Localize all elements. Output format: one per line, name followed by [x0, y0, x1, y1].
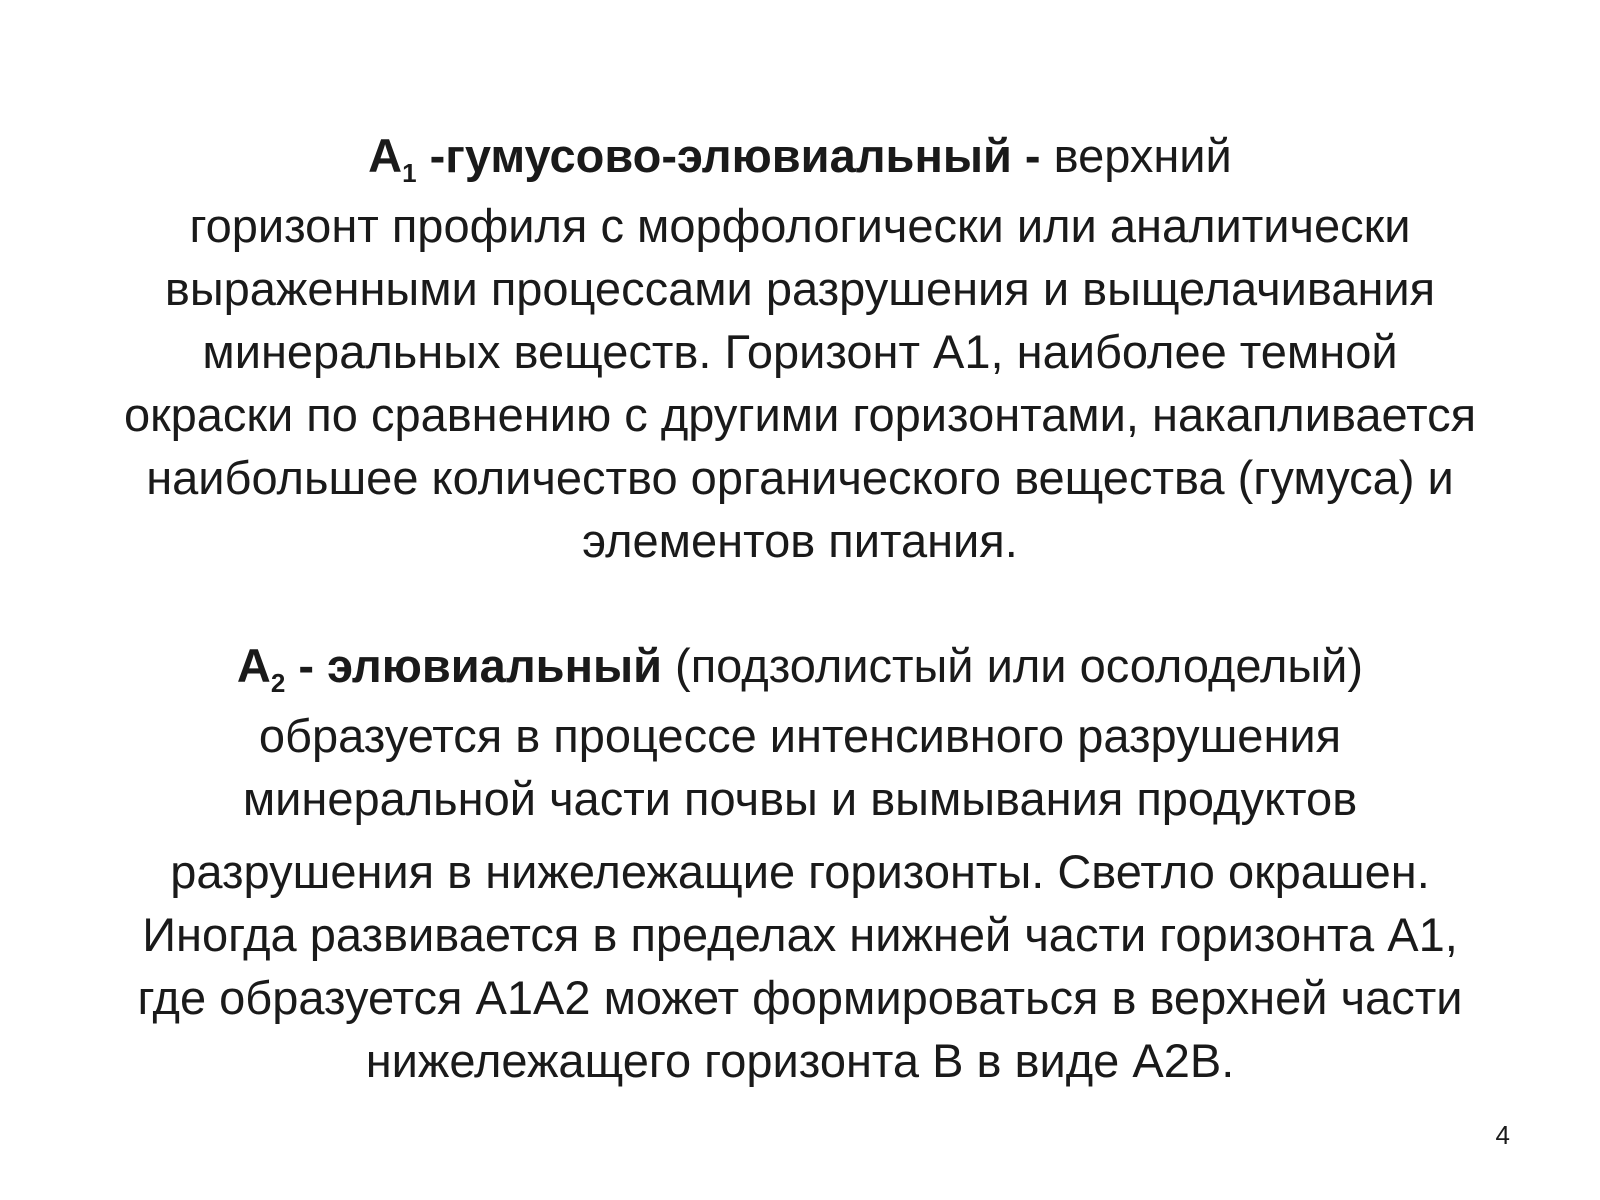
- a1-text-line: выраженными процессами разрушения и выщелачивания: [164, 262, 1436, 315]
- a2-title: - элювиальный: [285, 639, 662, 692]
- a2-label: $A_2$: [236, 639, 286, 698]
- a2-text-line: минеральной части почвы и вымывания продуктов: [242, 772, 1358, 825]
- a1-text-line: горизонт профиля с морфологически или аналитически: [189, 199, 1411, 252]
- a2-text-line: где образуется А1А2 может формироваться в верхней части: [137, 971, 1463, 1024]
- a2-text-line: Иногда развивается в пределах нижней части горизонта А1,: [142, 908, 1458, 961]
- a1-title-tail: верхний: [1053, 129, 1232, 182]
- page-number: 4: [1495, 1120, 1510, 1150]
- a1-label: $A_1$: [368, 129, 417, 188]
- a2-text-line: нижележащего горизонта В в виде А2В.: [365, 1034, 1235, 1087]
- a2-text-line: разрушения в нижележащие горизонты. Светло окрашен.: [170, 845, 1430, 898]
- a1-text-line: элементов питания.: [582, 514, 1018, 567]
- a2-title-tail: (подзолистый или осолоделый): [662, 639, 1364, 692]
- a1-title: -гумусово-элювиальный -: [416, 129, 1054, 182]
- a1-text-line: наибольшее количество органического вещества (гумуса) и: [146, 451, 1454, 504]
- a2-heading: [0, 636, 1600, 696]
- a1-heading: [0, 126, 1600, 186]
- a1-text-line: минеральных веществ. Горизонт А1, наиболее темной: [202, 325, 1398, 378]
- a2-text-line: образуется в процессе интенсивного разрушения: [258, 709, 1342, 762]
- a1-text-line: окраски по сравнению с другими горизонтами, накапливается: [123, 388, 1477, 441]
